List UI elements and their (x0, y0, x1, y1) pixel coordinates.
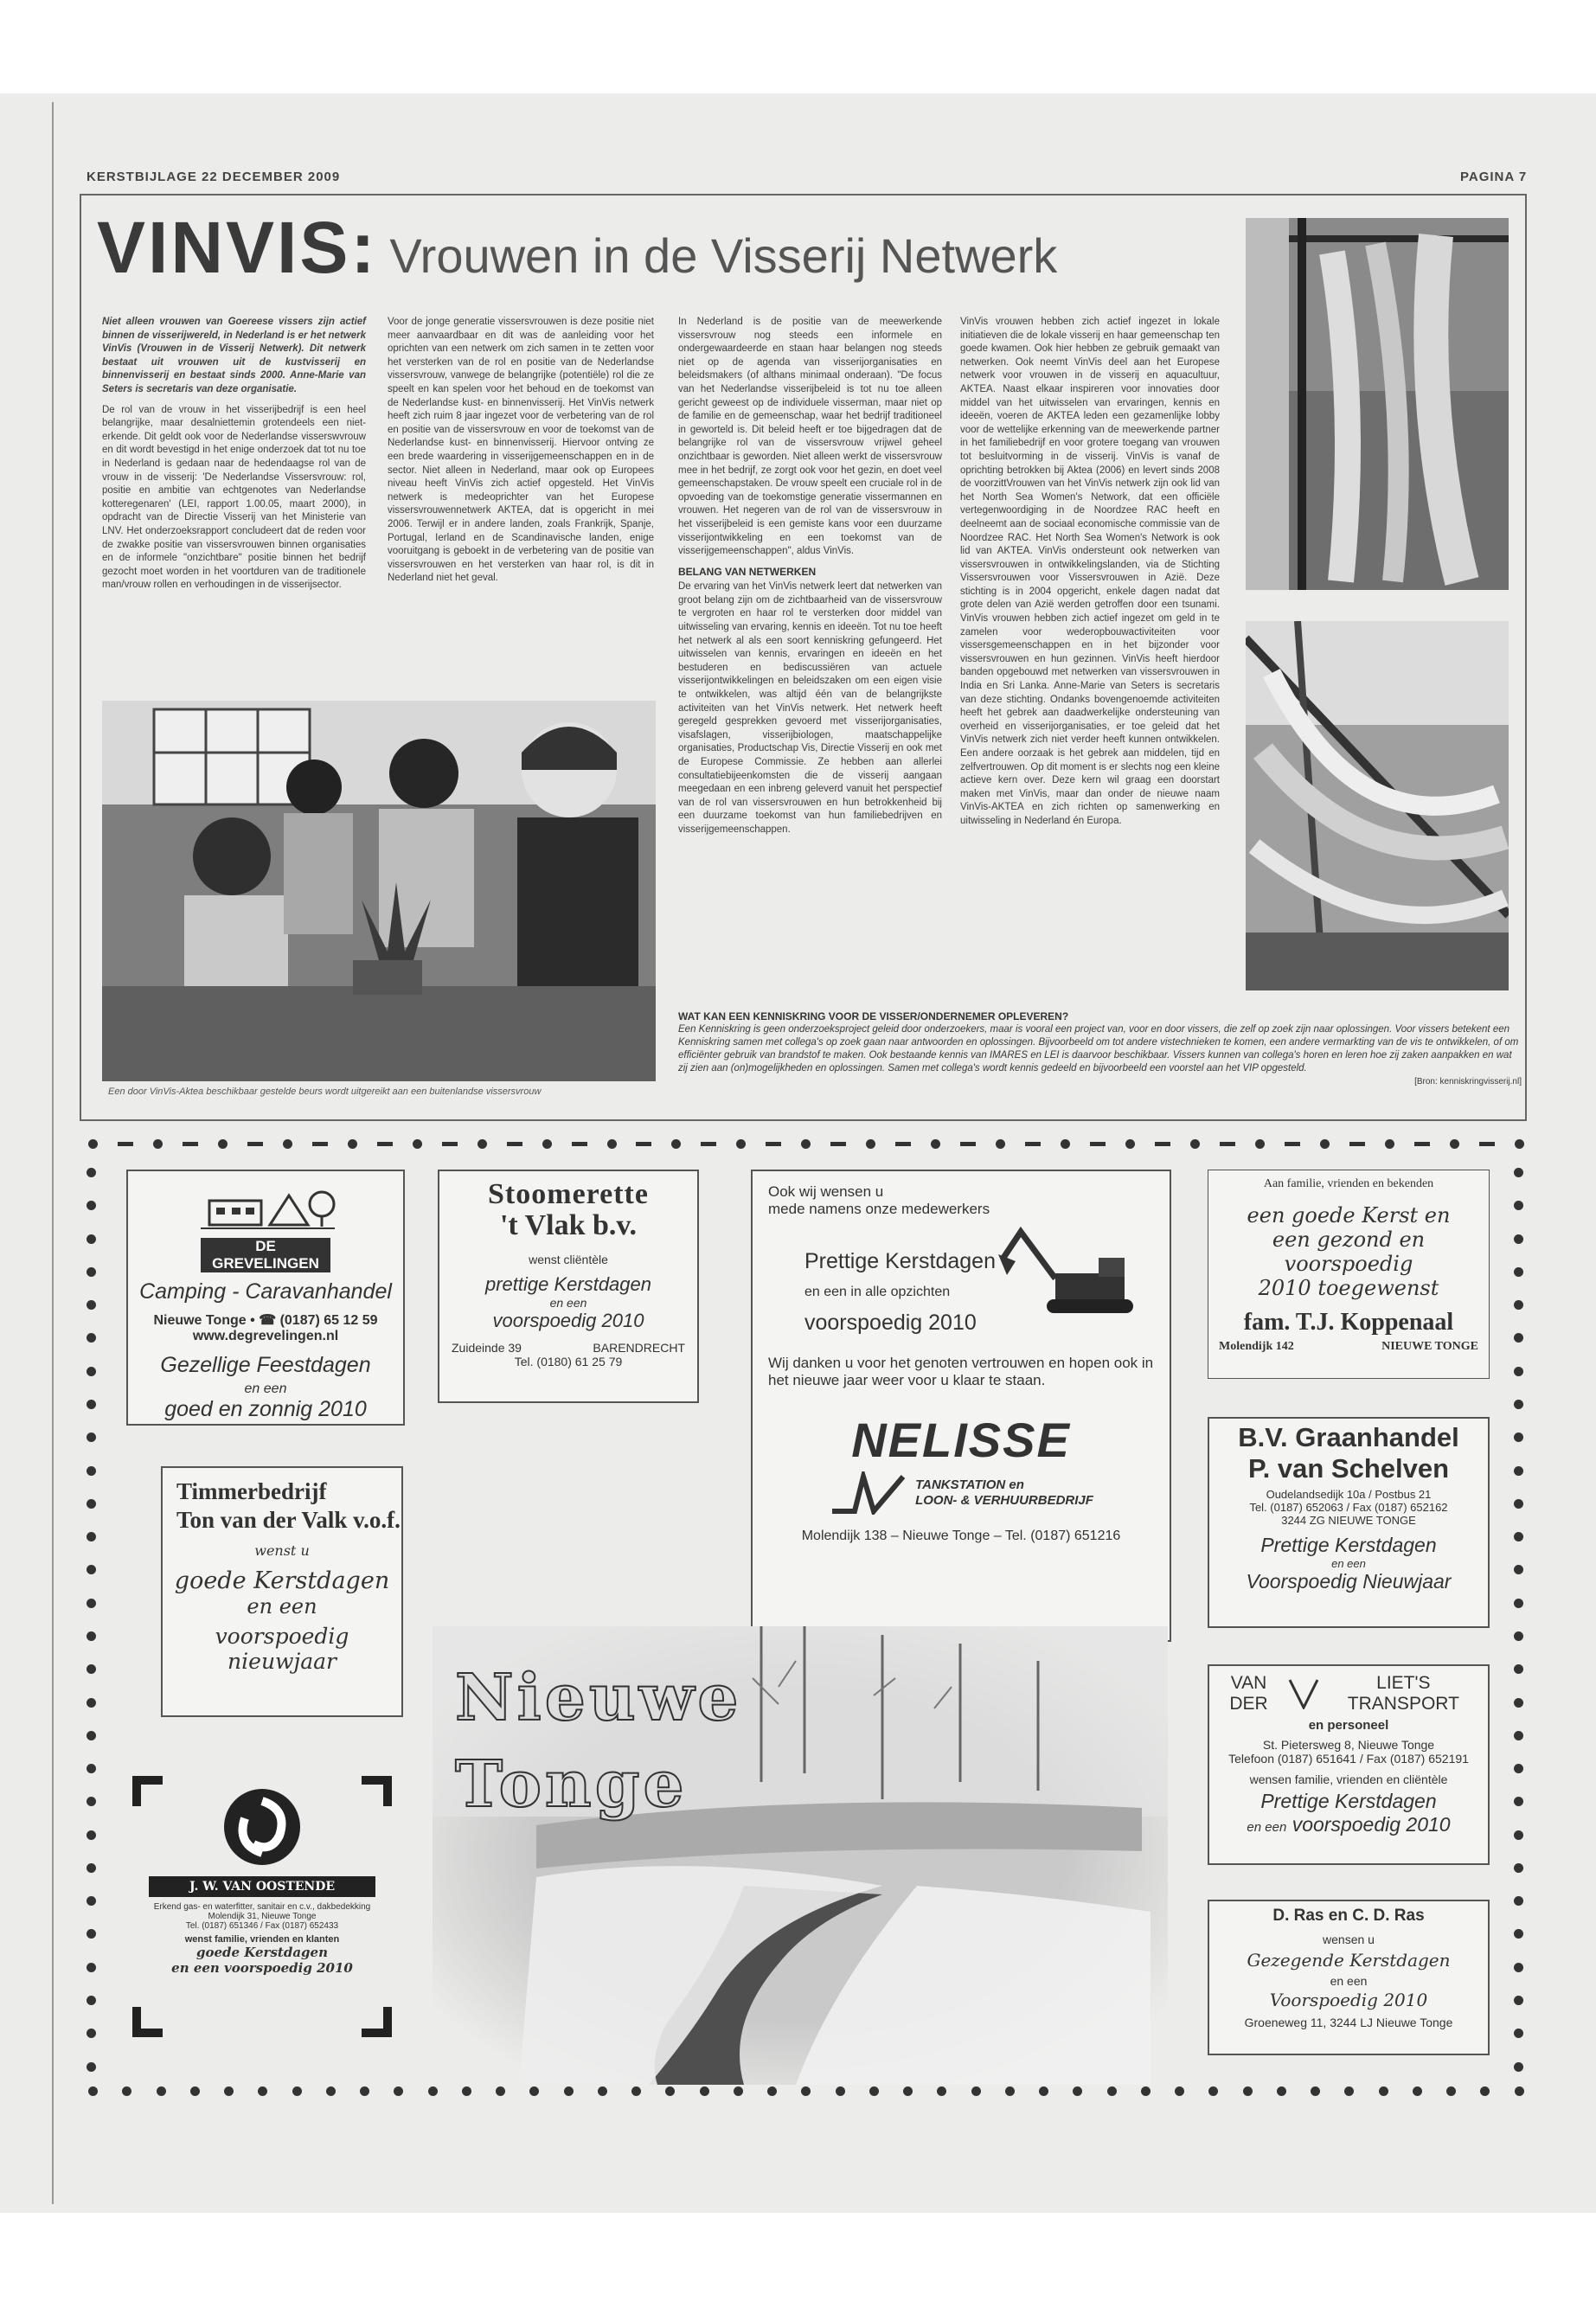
schelven-name-1: B.V. Graanhandel (1238, 1422, 1459, 1452)
column-3-text-a: In Nederland is de positie van de meewerkende vissersvrouw nog steeds een informele en ondergewaardeerde en staan haar belangen nog steeds niet op de agenda van visserijorganisaties en beleidsmakers (of althans minimaal onderaan). "De focus van het Nederlandse visserijbeleid is tot nu toe alleen gericht geweest op de individuele visserman, maar niet op de familie en de gemeenschap, waar het bedrijf traditioneel in geworteld is. Dit beleid heeft er toe bijgedragen dat de belangrijke rol van de vissersvrouw vrijwel geheel onzichtbaar is geworden. Niet alleen werkt de vissersvrouw mee in het bedrijf, ze zorgt ook voor het gezin, en doet veel gemeenschapstaken. De vrouw speelt een cruciale rol in de opvoeding van de toekomstige generatie vissermannen en vrouwen. Het negeren van de rol van de vissersvrouw in het visserijbeleid is een gemiste kans voor een duurzame visserijontwikkeling en een toekomst van de visserijgemeenschappen", aldus VinVis. (678, 317, 942, 557)
dotted-border-bottom (88, 2086, 1524, 2096)
schelven-postcode: 3244 ZG NIEUWE TONGE (1281, 1514, 1416, 1527)
vliet-wish-2-prefix: en een (1247, 1820, 1287, 1835)
stoomerette-wish-2: voorspoedig 2010 (492, 1310, 644, 1331)
vliet-wish-2-line (1209, 1813, 1488, 1836)
section-heading: BELANG VAN NETWERKEN (678, 565, 817, 578)
vliet-wish-1: Prettige Kerstdagen (1260, 1790, 1437, 1812)
valk-connector: en een (247, 1594, 317, 1618)
kenniskring-box (678, 1010, 1522, 1088)
article-intro: Niet alleen vrouwen van Goereese vissers zijn actief binnen de visserijwereld, in Nederland is er het netwerk VinVis (Vrouwen in de Visserij Netwerk). Dit netwerk bestaat uit vrouwen uit de kustvisserij en binnenvisserij en bestaat sinds 2000. Anne-Marie van Seters is secretaris van deze organisatie. (102, 317, 366, 394)
koppenaal-city: NIEUWE TONGE (1381, 1340, 1478, 1353)
grevelingen-connector: en een (244, 1381, 287, 1396)
koppenaal-line-2: een gezond en voorspoedig (1272, 1227, 1426, 1276)
title-sub: Vrouwen in de Visserij Netwerk (389, 228, 1058, 283)
column-4 (960, 316, 1220, 836)
kenniskring-source: [Bron: kenniskringvisserij.nl] (1414, 1077, 1522, 1086)
valk-wish-2: voorspoedig nieuwjaar (215, 1624, 349, 1674)
nelisse-name: NELISSE (851, 1413, 1071, 1467)
koppenaal-intro: Aan familie, vrienden en bekenden (1263, 1177, 1434, 1190)
grevelingen-website[interactable]: www.degrevelingen.nl (192, 1329, 339, 1343)
ad-koppenaal (1208, 1170, 1490, 1379)
vliet-address: St. Pietersweg 8, Nieuwe Tonge (1262, 1738, 1435, 1752)
ras-name: D. Ras en C. D. Ras (1272, 1907, 1425, 1925)
oostende-wenst: wenst familie, vrienden en klanten (184, 1934, 340, 1945)
nieuwe-tonge-word-2: Tonge (455, 1747, 688, 1822)
photo-fishing-nets-bottom (1246, 621, 1509, 990)
valk-name-1: Timmerbedrijf (176, 1478, 327, 1504)
oostende-frame (128, 1772, 396, 2041)
stoomerette-street: Zuideinde 39 (452, 1341, 522, 1355)
dotted-border-right (1514, 1168, 1523, 2072)
oostende-description: Erkend gas- en waterfitter, sanitair en c.v., dakbedekking (153, 1902, 371, 1912)
oostende-name: J. W. VAN OOSTENDE (149, 1876, 375, 1897)
kenniskring-text: Een Kenniskring is geen onderzoeksproject geleid door onderzoekers, maar is vooral een project van, voor en door vissers, die zelf op zoek zijn naar oplossingen. Voor vissers betekent een Kenniskring samen met collega's op zoek gaan naar antwoorden en oplossingen. Bijvoorbeeld om tot andere vistechnieken te komen, een andere vermarkting van de vis te ontwikkelen, of om efficiënter gebruik van brandstof te maken. Ook bestaande kennis van IMARES en LEI is daarvoor beschikbaar. Vissers kunnen van collega's horen en leren hoe zij zaken aanpakken en wat zij zien aan (on)mogelijkheden en oplossingen. Samen met collega's wordt kennis gedeeld en bijvoorbeeld een voorstel aan het VIP opgesteld. (678, 1024, 1519, 1074)
koppenaal-name: fam. T.J. Koppenaal (1243, 1309, 1454, 1336)
title-main: VINVIS: (97, 207, 378, 288)
stoomerette-city: BARENDRECHT (593, 1341, 685, 1355)
excavator-icon (995, 1223, 1151, 1318)
nelisse-address: Molendijk 138 – Nieuwe Tonge – Tel. (0187) 651216 (801, 1529, 1121, 1543)
oostende-wish-1: goede Kerstdagen (196, 1945, 328, 1960)
nelisse-connector: en een in alle opzichten (804, 1285, 951, 1299)
vliet-wenst: wensen familie, vrienden en cliëntèle (1249, 1772, 1448, 1786)
schelven-wish-2: Voorspoedig Nieuwjaar (1246, 1570, 1452, 1593)
kenniskring-heading: WAT KAN EEN KENNISKRING VOOR DE VISSER/ONDERNEMER OPLEVEREN? (678, 1010, 1069, 1022)
ad-van-schelven (1208, 1417, 1490, 1628)
photo-fishing-nets-bottom-image (1246, 621, 1509, 990)
grevelingen-type: Camping - Caravanhandel (139, 1279, 392, 1304)
photo-award-ceremony (102, 701, 656, 1081)
koppenaal-line-1: een goede Kerst en (1247, 1203, 1451, 1227)
vliet-name-b: LIET'S TRANSPORT (1347, 1673, 1459, 1714)
page-number: PAGINA 7 (1460, 170, 1528, 184)
grevelingen-phone: Nieuwe Tonge • ☎ (0187) 65 12 59 (153, 1313, 378, 1328)
nelisse-intro-2: mede namens onze medewerkers (768, 1201, 990, 1217)
ras-wish-2: Voorspoedig 2010 (1269, 1990, 1428, 2010)
grevelingen-wish-1: Gezellige Feestdagen (160, 1353, 371, 1377)
vliet-phone: Telefoon (0187) 651641 / Fax (0187) 652191 (1228, 1752, 1469, 1766)
vliet-wish-2: voorspoedig 2010 (1292, 1813, 1451, 1836)
vliet-v-icon (1288, 1678, 1319, 1709)
nelisse-tag-2: LOON- & VERHUURBEDRIJF (915, 1493, 1093, 1508)
campsite-logo-icon (192, 1182, 339, 1234)
ras-wenst: wensen u (1323, 1932, 1375, 1946)
ad-grevelingen (126, 1170, 405, 1426)
grevelingen-wish-2: goed en zonnig 2010 (164, 1397, 367, 1421)
vliet-name-a: VAN DER (1229, 1673, 1268, 1714)
valk-wenst: wenst u (254, 1542, 310, 1559)
schelven-name-2: P. van Schelven (1247, 1453, 1450, 1484)
nelisse-logo (753, 1471, 1170, 1515)
oostende-street: Molendijk 31, Nieuwe Tonge (208, 1912, 317, 1921)
koppenaal-address (1208, 1336, 1489, 1354)
column-3 (678, 316, 942, 844)
column-4-text: VinVis vrouwen hebben zich actief ingezet in lokale initiatieven die de lokale visserij en haar gemeenschap ten goede kwamen. Ook hier hebben ze gebruik gemaakt van netwerken. Ook neemt VinVis deel aan het Europese netwerk voor vrouwen in de visserij en aquacultuur, AKTEA. Naast elkaar inspireren voor innovaties door middel van het uitwisselen van ervaringen, kennis en ideeën, voeren de AKTEA leden een gezamenlijke lobby voor de wettelijke erkenning van de meewerkende partner in het familiebedrijf en voor grotere toegang van vrouwen tot besluitvorming in de visserij. VinVis is vanaf de oprichting betrokken bij Aktea (2006) en levert sinds 2008 de voorzittVrouwen van het VinVis netwerk zijn ook lid van het North Sea Women's Network, dat een officiële vertegenwoordiging in de Noordzee RAC heeft en deelneemt aan de sociaal economische commissie van de Noordzee RAC. Het North Sea Women's Network is ook lid van AKTEA. VinVis ondersteunt ook netwerken van vissersvrouwen in ontwikkelingslanden, via de Stichting Vissersvrouwen voor Vissersvrouwen in Azië. Deze stichting is in 2004 opgericht, enkele dagen nadat dat grote delen van Azië werden getroffen door een tsunami. VinVis vrouwen hebben zich actief ingezet om geld in te zamelen voor wederopbouwactiviteiten voor vissersgemeenschappen en in het bijzonder voor vissersvrouwen en hun gezinnen. VinVis heeft hierdoor banden opgebouwd met netwerken van vissersvrouwen in India en Sri Lanka. Anne-Marie van Seters is secretaris van deze stichting. Ondanks bovengenoemde activiteiten heeft het gebrek aan daadwerkelijke ondersteuning van overheid en visserijorganisaties, er toe geleid dat het VinVis netwerk zich niet verder heeft kunnen ontwikkelen. Een andere oorzaak is het gebrek aan middelen, tijd en zelfvertrouwen. Op dit moment is er slechts nog een kleine actieve kern over. Deze kern wil graag een doorstart maken met VinVis, maar dan onder de nieuwe naam VinVis-AKTEA en zich richten op samenwerking en uitwisseling in Nederland én Europa. (960, 317, 1220, 826)
column-2 (388, 316, 654, 593)
fold-line-left (52, 102, 54, 2204)
nelisse-wish-2: voorspoedig 2010 (804, 1311, 977, 1335)
ad-stoomerette (438, 1170, 699, 1403)
ras-connector: en een (1330, 1974, 1368, 1988)
ad-nelisse (751, 1170, 1171, 1642)
ras-wish-1: Gezegende Kerstdagen (1247, 1950, 1451, 1971)
valk-wish-1: goede Kerstdagen (174, 1567, 390, 1594)
oostende-wish-2: en een voorspoedig 2010 (171, 1960, 353, 1976)
photo-fishing-nets-top-image (1246, 218, 1509, 590)
stoomerette-wenst: wenst cliëntèle (529, 1253, 608, 1266)
ad-van-oostende (128, 1772, 396, 2041)
nelisse-wave-icon (829, 1471, 907, 1515)
stoomerette-phone: Tel. (0180) 61 25 79 (514, 1355, 623, 1368)
schelven-address: Oudelandsedijk 10a / Postbus 21 (1266, 1488, 1432, 1501)
photo-fishing-nets-top (1246, 218, 1509, 590)
photo-award-ceremony-image (102, 701, 656, 1081)
oostende-phone: Tel. (0187) 651346 / Fax (0187) 652433 (185, 1921, 339, 1931)
nelisse-wish-1: Prettige Kerstdagen (804, 1249, 996, 1273)
schelven-wish-1: Prettige Kerstdagen (1260, 1534, 1437, 1556)
stoomerette-connector: en een (549, 1296, 587, 1310)
nelisse-tagline (915, 1477, 1093, 1509)
stoomerette-wish-1: prettige Kerstdagen (484, 1273, 652, 1295)
stoomerette-name-2: 't Vlak b.v. (499, 1209, 638, 1241)
koppenaal-line-3: 2010 toegewenst (1258, 1276, 1439, 1300)
nieuwe-tonge-word-1: Nieuwe (455, 1661, 742, 1735)
nelisse-thanks: Wij danken u voor het genoten vertrouwen en hopen ook in het nieuwe jaar weer voor u klaar te staan. (768, 1355, 1154, 1388)
ad-van-der-valk (161, 1466, 403, 1717)
issue-date: KERSTBIJLAGE 22 DECEMBER 2009 (87, 170, 341, 184)
koppenaal-street: Molendijk 142 (1219, 1340, 1294, 1353)
stoomerette-address (439, 1332, 697, 1355)
dotted-border-left (87, 1168, 96, 2072)
schelven-connector: en een (1331, 1557, 1366, 1570)
ras-address: Groeneweg 11, 3244 LJ Nieuwe Tonge (1244, 2016, 1453, 2029)
nelisse-tag-1: TANKSTATION en (915, 1477, 1024, 1492)
column-2-text: Voor de jonge generatie vissersvrouwen is deze positie niet meer aanvaardbaar en dit was de aanleiding voor het oprichten van een netwerk om zich samen in te zetten voor het versterken van de rol en positie van de Nederlandse vissersvrouw, vanwege de belangrijke (potentiële) rol die ze speelt en kan spelen voor het behoud en de toekomst van de Nederlandse kust- en binnenvisserij. Het VinVis netwerk heeft zich ruim 8 jaar ingezet voor de verbetering van de rol en positie van de vissersvrouw en voor de toekomst van de Nederlandse kust- en binnenvisserij. Hiervoor ontving ze een brede waardering in visserijgemeenschappen en in de sector. Niet alleen in Nederland, maar ook op Europees niveau heeft VinVis zich actief opgesteld. Het VinVis netwerk is medeoprichter van het Europese vissersvrouwennetwerk AKTEA, dat is opgericht in mei 2006. Terwijl er in andere landen, zoals Frankrijk, Spanje, Portugal, Ierland en de Scandinavische landen, enige vooruitgang is geboekt in de verbetering van de positie van vissersvrouwen en het versterken van haar rol, is dit in Nederland niet het geval. (388, 317, 654, 584)
schelven-phone: Tel. (0187) 652063 / Fax (0187) 652162 (1249, 1501, 1448, 1514)
column-1 (102, 316, 366, 599)
column-3-text-b: De ervaring van het VinVis netwerk leert dat netwerken van groot belang zijn om de zichtbaarheid van de vissersvrouw te vergroten en haar rol te versterken door middel van uitwisseling van ervaring, kennis en ideeën. Tot nu toe heeft het netwerk al als een soort kenniskring gefungeerd. Het uitwisselen van kennis, ervaringen en ideeën en het bestuderen en bediscussiëren van actuele visserijontwikkelingen en beleidszaken om een eigen visie te ontwikkelen, was altijd één van de belangrijkste activiteiten van het VinVis netwerk. Het netwerk heeft geregeld gesprekken gevoerd met visserijorganisaties, visafslagen, visserijbiologen, maatschappelijke organisaties, Productschap Vis, Directie Visserij en ook met de Europese Commissie. Ze hebben aan allerlei consultatiebijeenkomsten die de visserij aangaan meegedaan en een inbreng geleverd vanuit het perspectief van de rol van vissersvrouwen en hun betrokkenheid bij een duurzame toekomst van hun familiebedrijven en visserijgemeenschappen. (678, 581, 942, 835)
column-1-text: De rol van de vrouw in het visserijbedrijf is een heel belangrijke, maar desalniettemin grotendeels een niet-erkende. Dit geldt ook voor de Nederlandse visserswvrouw en dit wordt bevestigd in het enige onderzoek dat tot nu toe in Nederland is gedaan naar de hedendaagse rol van de vrouw in de visserij: 'De Nederlandse Vissersvrouw: rol, positie en ambitie van echtgenotes van Nederlandse kotteregenaren' (LEI, rapport 1.00.05, maart 2000), in opdracht van de Directie Visserij van het Ministerie van LNV. Het onderzoeksrapport concludeert dat de reden voor de zwakke positie van vissersvrouwen binnen organisaties en de informele "onzichtbare" positie binnen het bedrijf gezocht moet worden in het voortduren van de traditionele man/vrouw rollen en verhoudingen in de visserijsector. (102, 404, 366, 591)
vliet-sub: en personeel (1308, 1718, 1389, 1733)
nieuwe-tonge-winter-photo (433, 1626, 1168, 2085)
ad-ras (1208, 1900, 1490, 2055)
dotted-border-top (88, 1139, 1524, 1149)
photo-caption: Een door VinVis-Aktea beschikbaar gestelde beurs wordt uitgereikt aan een buitenlandse vissersvrouw (108, 1086, 542, 1097)
nelisse-intro-1: Ook wij wensen u (768, 1183, 884, 1200)
article-title (97, 206, 1057, 290)
vliet-logo (1209, 1673, 1488, 1715)
stoomerette-name-1: Stoomerette (488, 1178, 649, 1210)
grevelingen-name: DE GREVELINGEN (201, 1238, 330, 1272)
valk-name-2: Ton van der Valk v.o.f. (176, 1507, 401, 1533)
ad-vliets-transport (1208, 1664, 1490, 1865)
